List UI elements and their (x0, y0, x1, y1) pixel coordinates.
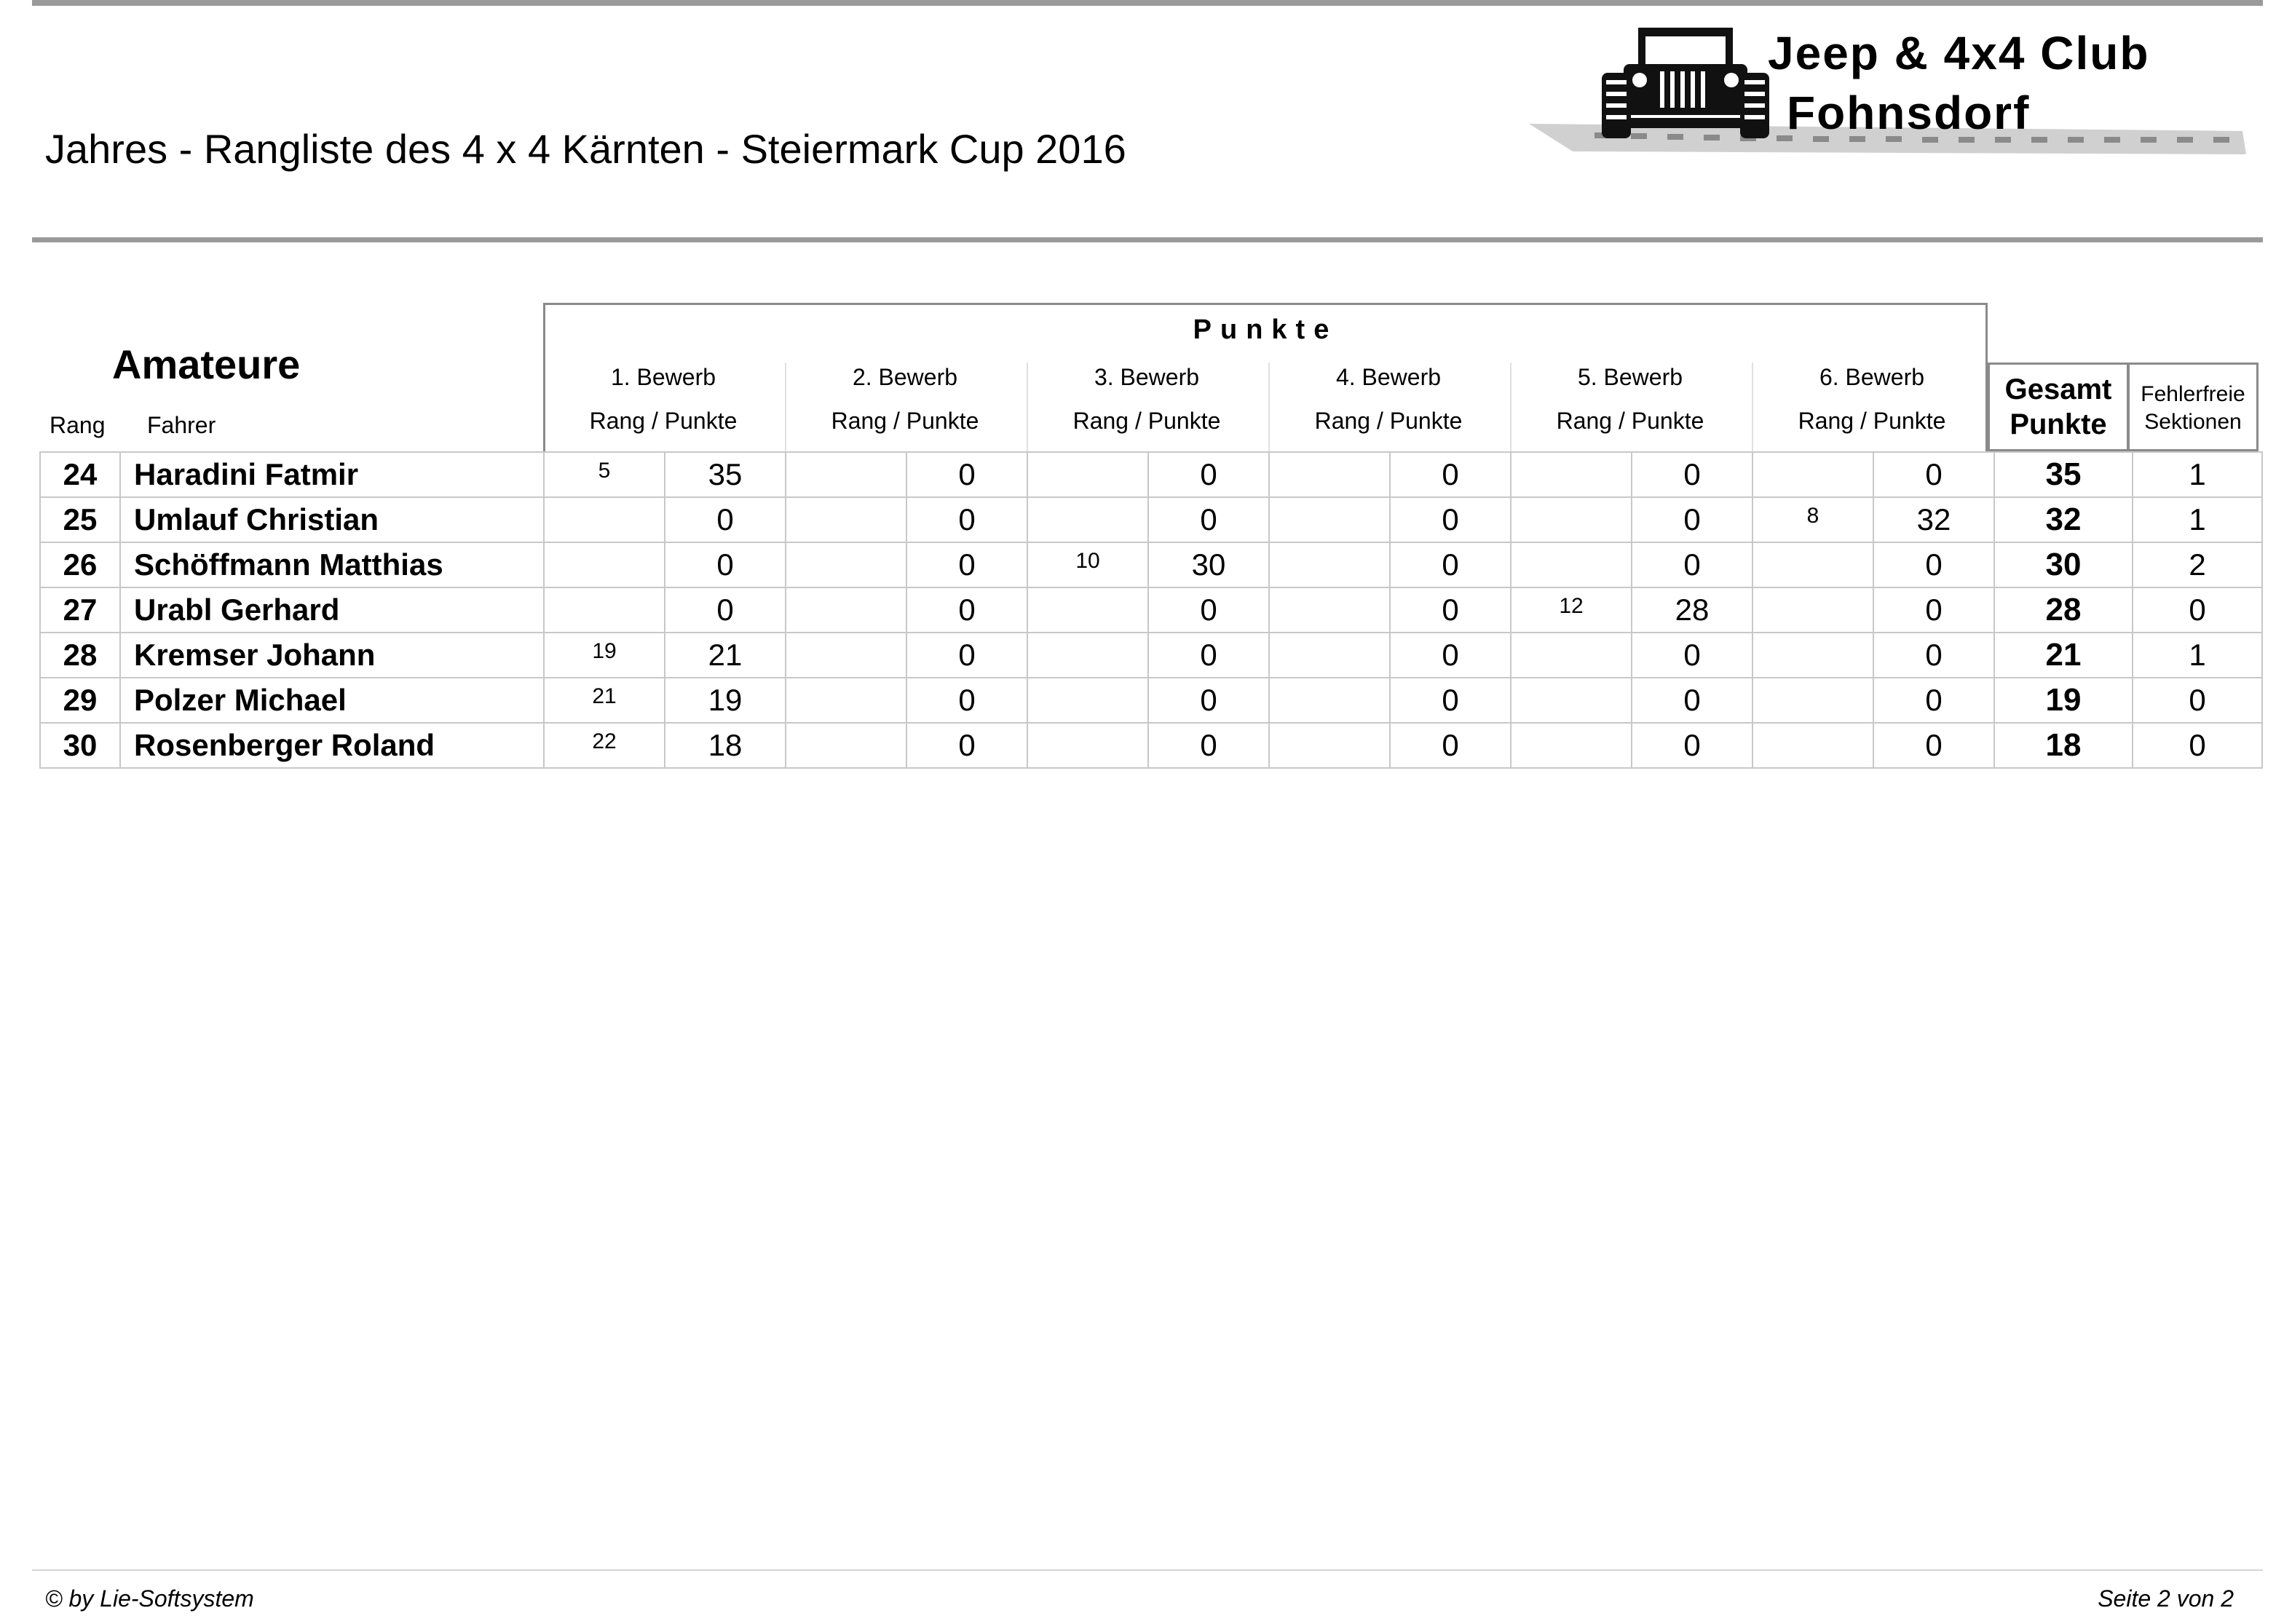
bewerb-1-rang-cell (544, 587, 665, 633)
rank-cell: 30 (40, 723, 120, 768)
bewerb-5-punkte-cell: 28 (1632, 587, 1752, 633)
bewerb-2-punkte-cell: 0 (906, 678, 1027, 723)
bewerb-6-rang-cell (1752, 678, 1873, 723)
fehlerfreie-sektionen-cell: 0 (2133, 723, 2262, 768)
table-row (40, 542, 2262, 587)
bewerb-4-rang-cell (1269, 633, 1390, 678)
bewerb-4-punkte-cell: 0 (1390, 497, 1511, 542)
header-separator (1510, 363, 1511, 451)
footer-page-number: Seite 2 von 2 (2098, 1585, 2234, 1612)
bewerb-1-punkte-cell: 19 (665, 678, 786, 723)
bewerb-4-rang-cell (1269, 497, 1390, 542)
table-row (40, 587, 2262, 633)
bewerb-4-subheader: Rang / Punkte (1314, 408, 1463, 434)
fehlerfreie-sektionen-cell: 1 (2133, 633, 2262, 678)
footer-rule (32, 1569, 2263, 1571)
bewerb-1-rang-cell: 5 (544, 452, 665, 497)
rank-cell: 24 (40, 452, 120, 497)
bewerb-2-rang-cell (786, 542, 906, 587)
fehlerfreie-sektionen-cell: 0 (2133, 587, 2262, 633)
section-title: Amateure (112, 341, 301, 387)
bewerb-3-rang-cell: 10 (1027, 542, 1148, 587)
header-separator (785, 363, 786, 451)
bewerb-5-punkte-cell: 0 (1632, 678, 1752, 723)
header-rule (32, 237, 2263, 242)
bewerb-1-rang-cell (544, 497, 665, 542)
bewerb-4-punkte-cell: 0 (1390, 542, 1511, 587)
bewerb-3-rang-cell (1027, 587, 1148, 633)
bewerb-6-header: 6. Bewerb (1819, 364, 1925, 390)
gesamt-header-line2: Punkte (2010, 408, 2107, 440)
header-separator (1027, 363, 1028, 451)
bewerb-4-rang-cell (1269, 587, 1390, 633)
bewerb-6-rang-cell (1752, 587, 1873, 633)
bewerb-4-header: 4. Bewerb (1335, 364, 1442, 390)
bewerb-3-rang-cell (1027, 633, 1148, 678)
bewerb-3-rang-cell (1027, 497, 1148, 542)
punkte-title: Punkte (1193, 314, 1338, 345)
gesamt-punkte-cell: 28 (1994, 587, 2133, 633)
gesamt-punkte-cell: 19 (1994, 678, 2133, 723)
bewerb-5-rang-cell (1511, 497, 1632, 542)
bewerb-2-rang-cell (786, 497, 906, 542)
fehler-header-line2: Sektionen (2144, 410, 2242, 434)
bewerb-3-rang-cell (1027, 678, 1148, 723)
gesamt-punkte-cell: 18 (1994, 723, 2133, 768)
bewerb-6-rang-cell (1752, 452, 1873, 497)
column-header-fahrer: Fahrer (147, 412, 216, 438)
bewerb-1-subheader: Rang / Punkte (589, 408, 738, 434)
bewerb-3-punkte-cell: 0 (1148, 497, 1269, 542)
bewerb-2-punkte-cell: 0 (906, 452, 1027, 497)
fehler-header-line1: Fehlerfreie (2141, 382, 2245, 406)
bewerb-1-rang-cell: 22 (544, 723, 665, 768)
bewerb-6-rang-cell (1752, 633, 1873, 678)
table-row (40, 723, 2262, 768)
bewerb-1-punkte-cell: 0 (665, 542, 786, 587)
fehlerfreie-sektionen-cell: 0 (2133, 678, 2262, 723)
bewerb-3-rang-cell (1027, 723, 1148, 768)
bewerb-1-rang-cell: 21 (544, 678, 665, 723)
driver-name-cell: Umlauf Christian (120, 497, 544, 542)
bewerb-2-punkte-cell: 0 (906, 542, 1027, 587)
bewerb-5-rang-cell (1511, 633, 1632, 678)
bewerb-1-punkte-cell: 0 (665, 587, 786, 633)
ranking-table (39, 451, 2263, 769)
bewerb-6-punkte-cell: 0 (1873, 678, 1994, 723)
bewerb-3-punkte-cell: 0 (1148, 633, 1269, 678)
gesamt-punkte-cell: 35 (1994, 452, 2133, 497)
bewerb-4-rang-cell (1269, 542, 1390, 587)
bewerb-2-punkte-cell: 0 (906, 723, 1027, 768)
driver-name-cell: Haradini Fatmir (120, 452, 544, 497)
bewerb-1-punkte-cell: 21 (665, 633, 786, 678)
bewerb-5-subheader: Rang / Punkte (1556, 408, 1704, 434)
bewerb-4-rang-cell (1269, 678, 1390, 723)
bewerb-3-punkte-cell: 30 (1148, 542, 1269, 587)
rank-cell: 25 (40, 497, 120, 542)
logo-club-town: Fohnsdorf (1787, 87, 2031, 139)
footer-copyright: © by Lie-Softsystem (45, 1585, 254, 1612)
bewerb-6-punkte-cell: 0 (1873, 587, 1994, 633)
driver-name-cell: Kremser Johann (120, 633, 544, 678)
bewerb-1-rang-cell: 19 (544, 633, 665, 678)
bewerb-1-punkte-cell: 18 (665, 723, 786, 768)
fehlerfreie-sektionen-cell: 1 (2133, 497, 2262, 542)
bewerb-1-punkte-cell: 35 (665, 452, 786, 497)
bewerb-3-punkte-cell: 0 (1148, 678, 1269, 723)
bewerb-3-rang-cell (1027, 452, 1148, 497)
bewerb-2-rang-cell (786, 587, 906, 633)
bewerb-4-rang-cell (1269, 452, 1390, 497)
bewerb-6-punkte-cell: 0 (1873, 452, 1994, 497)
bewerb-5-rang-cell (1511, 678, 1632, 723)
bewerb-1-header: 1. Bewerb (610, 364, 716, 390)
bewerb-5-punkte-cell: 0 (1632, 542, 1752, 587)
bewerb-2-rang-cell (786, 723, 906, 768)
gesamt-punkte-cell: 32 (1994, 497, 2133, 542)
gesamt-header-line1: Gesamt (2004, 373, 2112, 405)
bewerb-2-subheader: Rang / Punkte (831, 408, 979, 434)
bewerb-5-punkte-cell: 0 (1632, 452, 1752, 497)
bewerb-2-punkte-cell: 0 (906, 633, 1027, 678)
bewerb-6-punkte-cell: 0 (1873, 723, 1994, 768)
bewerb-4-punkte-cell: 0 (1390, 633, 1511, 678)
bewerb-3-subheader: Rang / Punkte (1072, 408, 1221, 434)
bewerb-2-rang-cell (786, 452, 906, 497)
bewerb-4-rang-cell (1269, 723, 1390, 768)
driver-name-cell: Rosenberger Roland (120, 723, 544, 768)
bewerb-2-rang-cell (786, 678, 906, 723)
bewerb-5-rang-cell: 12 (1511, 587, 1632, 633)
bewerb-6-rang-cell (1752, 723, 1873, 768)
rank-cell: 29 (40, 678, 120, 723)
page-title: Jahres - Rangliste des 4 x 4 Kärnten - Steiermark Cup 2016 (45, 126, 1126, 172)
rank-cell: 26 (40, 542, 120, 587)
bewerb-6-rang-cell: 8 (1752, 497, 1873, 542)
bewerb-2-punkte-cell: 0 (906, 587, 1027, 633)
fehlerfreie-sektionen-cell: 1 (2133, 452, 2262, 497)
bewerb-4-punkte-cell: 0 (1390, 587, 1511, 633)
bewerb-6-punkte-cell: 0 (1873, 633, 1994, 678)
bewerb-6-subheader: Rang / Punkte (1798, 408, 1946, 434)
bewerb-5-punkte-cell: 0 (1632, 497, 1752, 542)
bewerb-1-rang-cell (544, 542, 665, 587)
bewerb-1-punkte-cell: 0 (665, 497, 786, 542)
bewerb-3-punkte-cell: 0 (1148, 723, 1269, 768)
driver-name-cell: Polzer Michael (120, 678, 544, 723)
table-row (40, 452, 2262, 497)
bewerb-3-punkte-cell: 0 (1148, 452, 1269, 497)
rank-cell: 27 (40, 587, 120, 633)
rank-cell: 28 (40, 633, 120, 678)
bewerb-6-rang-cell (1752, 542, 1873, 587)
ranking-rows (40, 452, 2262, 768)
bewerb-6-punkte-cell: 0 (1873, 542, 1994, 587)
bewerb-2-rang-cell (786, 633, 906, 678)
bewerb-3-punkte-cell: 0 (1148, 587, 1269, 633)
driver-name-cell: Urabl Gerhard (120, 587, 544, 633)
bewerb-3-header: 3. Bewerb (1094, 364, 1200, 390)
bewerb-5-rang-cell (1511, 723, 1632, 768)
bewerb-5-punkte-cell: 0 (1632, 633, 1752, 678)
bewerb-4-punkte-cell: 0 (1390, 678, 1511, 723)
fehlerfreie-sektionen-header (2127, 363, 2259, 451)
driver-name-cell: Schöffmann Matthias (120, 542, 544, 587)
table-row (40, 633, 2262, 678)
bewerb-4-punkte-cell: 0 (1390, 723, 1511, 768)
bewerb-4-punkte-cell: 0 (1390, 452, 1511, 497)
bewerb-5-punkte-cell: 0 (1632, 723, 1752, 768)
header-separator (1752, 363, 1753, 451)
logo-club-name: Jeep & 4x4 Club (1768, 27, 2150, 79)
fehlerfreie-sektionen-cell: 2 (2133, 542, 2262, 587)
column-header-rang: Rang (50, 412, 106, 438)
bewerb-2-punkte-cell: 0 (906, 497, 1027, 542)
top-rule (32, 0, 2263, 6)
table-row (40, 678, 2262, 723)
bewerb-6-punkte-cell: 32 (1873, 497, 1994, 542)
gesamt-punkte-cell: 21 (1994, 633, 2133, 678)
bewerb-5-rang-cell (1511, 542, 1632, 587)
bewerb-5-header: 5. Bewerb (1577, 364, 1683, 390)
gesamt-punkte-cell: 30 (1994, 542, 2133, 587)
gesamt-punkte-header (1988, 363, 2129, 451)
bewerb-5-rang-cell (1511, 452, 1632, 497)
bewerb-2-header: 2. Bewerb (852, 364, 958, 390)
table-row (40, 497, 2262, 542)
header-separator (1268, 363, 1270, 451)
